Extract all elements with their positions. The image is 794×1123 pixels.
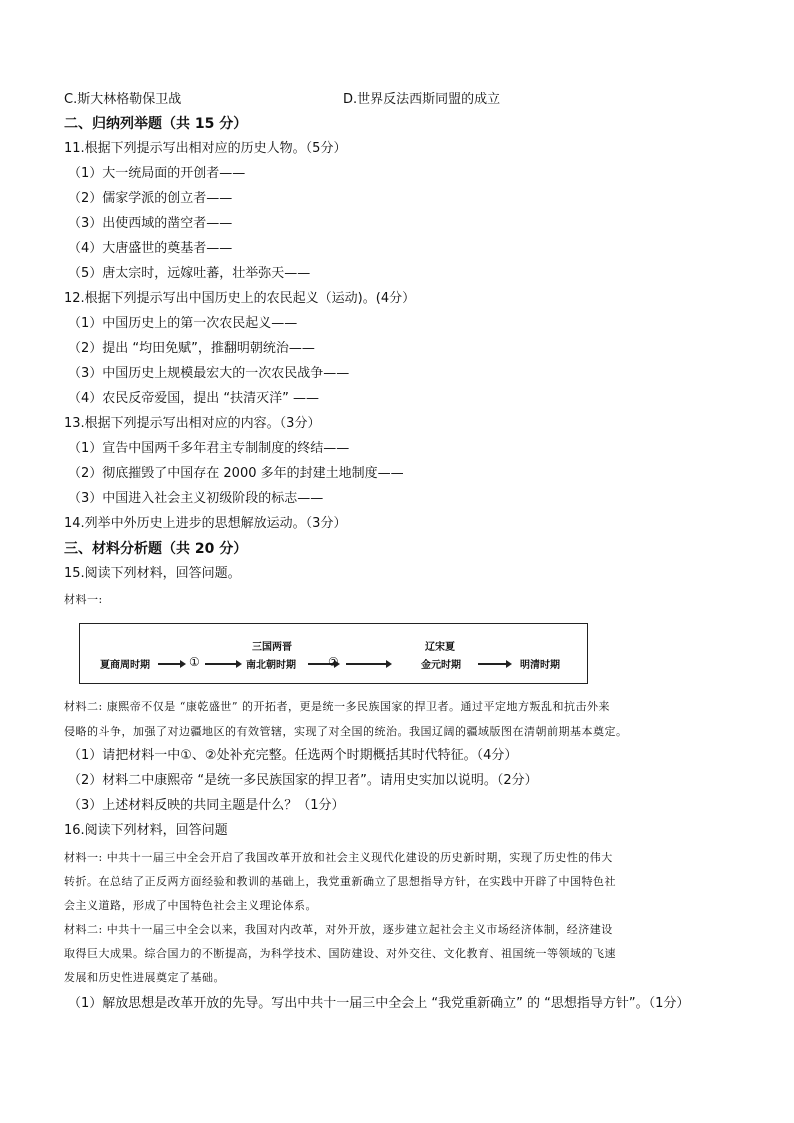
flow-arrow-4 <box>346 663 390 665</box>
material-16-1-line-2: 转折。在总结了正反两方面经验和教训的基础上，我党重新确立了思想指导方针，在实践中开辟了中国特色社 <box>64 875 616 888</box>
material-16-2-line-2: 取得巨大成果。综合国力的不断提高，为科学技术、国防建设、对外交往、文化教育、祖国统一等领域的飞速 <box>64 947 616 960</box>
flow-period-sanguo-top: 三国两晋 <box>252 642 292 653</box>
flow-period-jin-yuan: 金元时期 <box>421 660 461 671</box>
material-2-line-2: 侵略的斗争，加强了对边疆地区的有效管辖，实现了对全国的统治。我国辽阔的疆域版图在清朝前期基本奠定。 <box>64 725 628 738</box>
question-11-item-4: （4）大唐盛世的奠基者—— <box>68 241 233 256</box>
section-2-heading: 二、归纳列举题（共 15 分） <box>64 116 248 132</box>
material-16-2-line-1: 材料二: 中共十一届三中全会以来，我国对内改革，对外开放，逐步建立起社会主义市场经济体制，经济建设 <box>64 923 613 936</box>
option-d: D.世界反法西斯同盟的成立 <box>343 92 501 107</box>
timeline-flow-box <box>79 623 588 684</box>
flow-arrow-2 <box>205 663 240 665</box>
question-15-item-2: （2）材料二中康熙帝 “是统一多民族国家的捍卫者”。请用史实加以说明。（2分） <box>68 773 538 788</box>
question-15: 15.阅读下列材料，回答问题。 <box>64 566 241 581</box>
flow-period-liao-song-xia-top: 辽宋夏 <box>425 642 455 653</box>
flow-period-ming-qing: 明清时期 <box>520 660 560 671</box>
question-16: 16.阅读下列材料，回答问题 <box>64 823 228 838</box>
question-11-item-3: （3）出使西域的凿空者—— <box>68 216 233 231</box>
option-c: C.斯大林格勒保卫战 <box>64 92 182 107</box>
flow-blank-1: ① <box>189 655 200 669</box>
flow-blank-2: ② <box>328 655 339 669</box>
question-15-item-3: （3）上述材料反映的共同主题是什么？（1分） <box>68 798 345 813</box>
question-12-item-2: （2）提出 “均田免赋”，推翻明朝统治—— <box>68 341 315 356</box>
question-12-item-1: （1）中国历史上的第一次农民起义—— <box>68 316 298 331</box>
question-13-item-2: （2）彻底摧毁了中国存在 2000 多年的封建土地制度—— <box>68 466 404 481</box>
question-13-item-1: （1）宣告中国两千多年君主专制制度的终结—— <box>68 441 350 456</box>
question-12: 12.根据下列提示写出中国历史上的农民起义（运动)。(4分） <box>64 291 416 306</box>
question-11-item-1: （1）大一统局面的开创者—— <box>68 166 246 181</box>
question-11-item-5: （5）唐太宗时，远嫁吐蕃，壮举弥天—— <box>68 266 311 281</box>
flow-arrow-1 <box>158 663 184 665</box>
question-14: 14.列举中外历史上进步的思想解放运动。（3分） <box>64 516 347 531</box>
question-16-item-1: （1）解放思想是改革开放的先导。写出中共十一届三中全会上 “我党重新确立” 的 “思想指导方针”。（1分） <box>68 996 690 1011</box>
question-12-item-4: （4）农民反帝爱国，提出 “扶清灭洋” —— <box>68 391 320 406</box>
material-16-1-line-3: 会主义道路，形成了中国特色社会主义理论体系。 <box>64 899 317 912</box>
material-2-line-1: 材料二: 康熙帝不仅是 “康乾盛世” 的开拓者，更是统一多民族国家的捍卫者。通过平定地方叛乱和抗击外来 <box>64 700 610 713</box>
flow-period-xia-shang-zhou: 夏商周时期 <box>100 660 150 671</box>
question-13: 13.根据下列提示写出相对应的内容。（3分） <box>64 416 321 431</box>
material-1-label: 材料一: <box>64 593 103 606</box>
question-13-item-3: （3）中国进入社会主义初级阶段的标志—— <box>68 491 324 506</box>
material-16-2-line-3: 发展和历史性进展奠定了基础。 <box>64 971 225 984</box>
question-15-item-1: （1）请把材料一中①、②处补充完整。任选两个时期概括其时代特征。（4分） <box>68 748 518 763</box>
question-12-item-3: （3）中国历史上规模最宏大的一次农民战争—— <box>68 366 350 381</box>
section-3-heading: 三、材料分析题（共 20 分） <box>64 541 248 557</box>
flow-arrow-5 <box>478 663 510 665</box>
question-11-item-2: （2）儒家学派的创立者—— <box>68 191 233 206</box>
flow-period-nanbeichao: 南北朝时期 <box>246 660 296 671</box>
question-11: 11.根据下列提示写出相对应的历史人物。（5分） <box>64 141 347 156</box>
material-16-1-line-1: 材料一: 中共十一届三中全会开启了我国改革开放和社会主义现代化建设的历史新时期，实现了历史性的伟大 <box>64 851 613 864</box>
